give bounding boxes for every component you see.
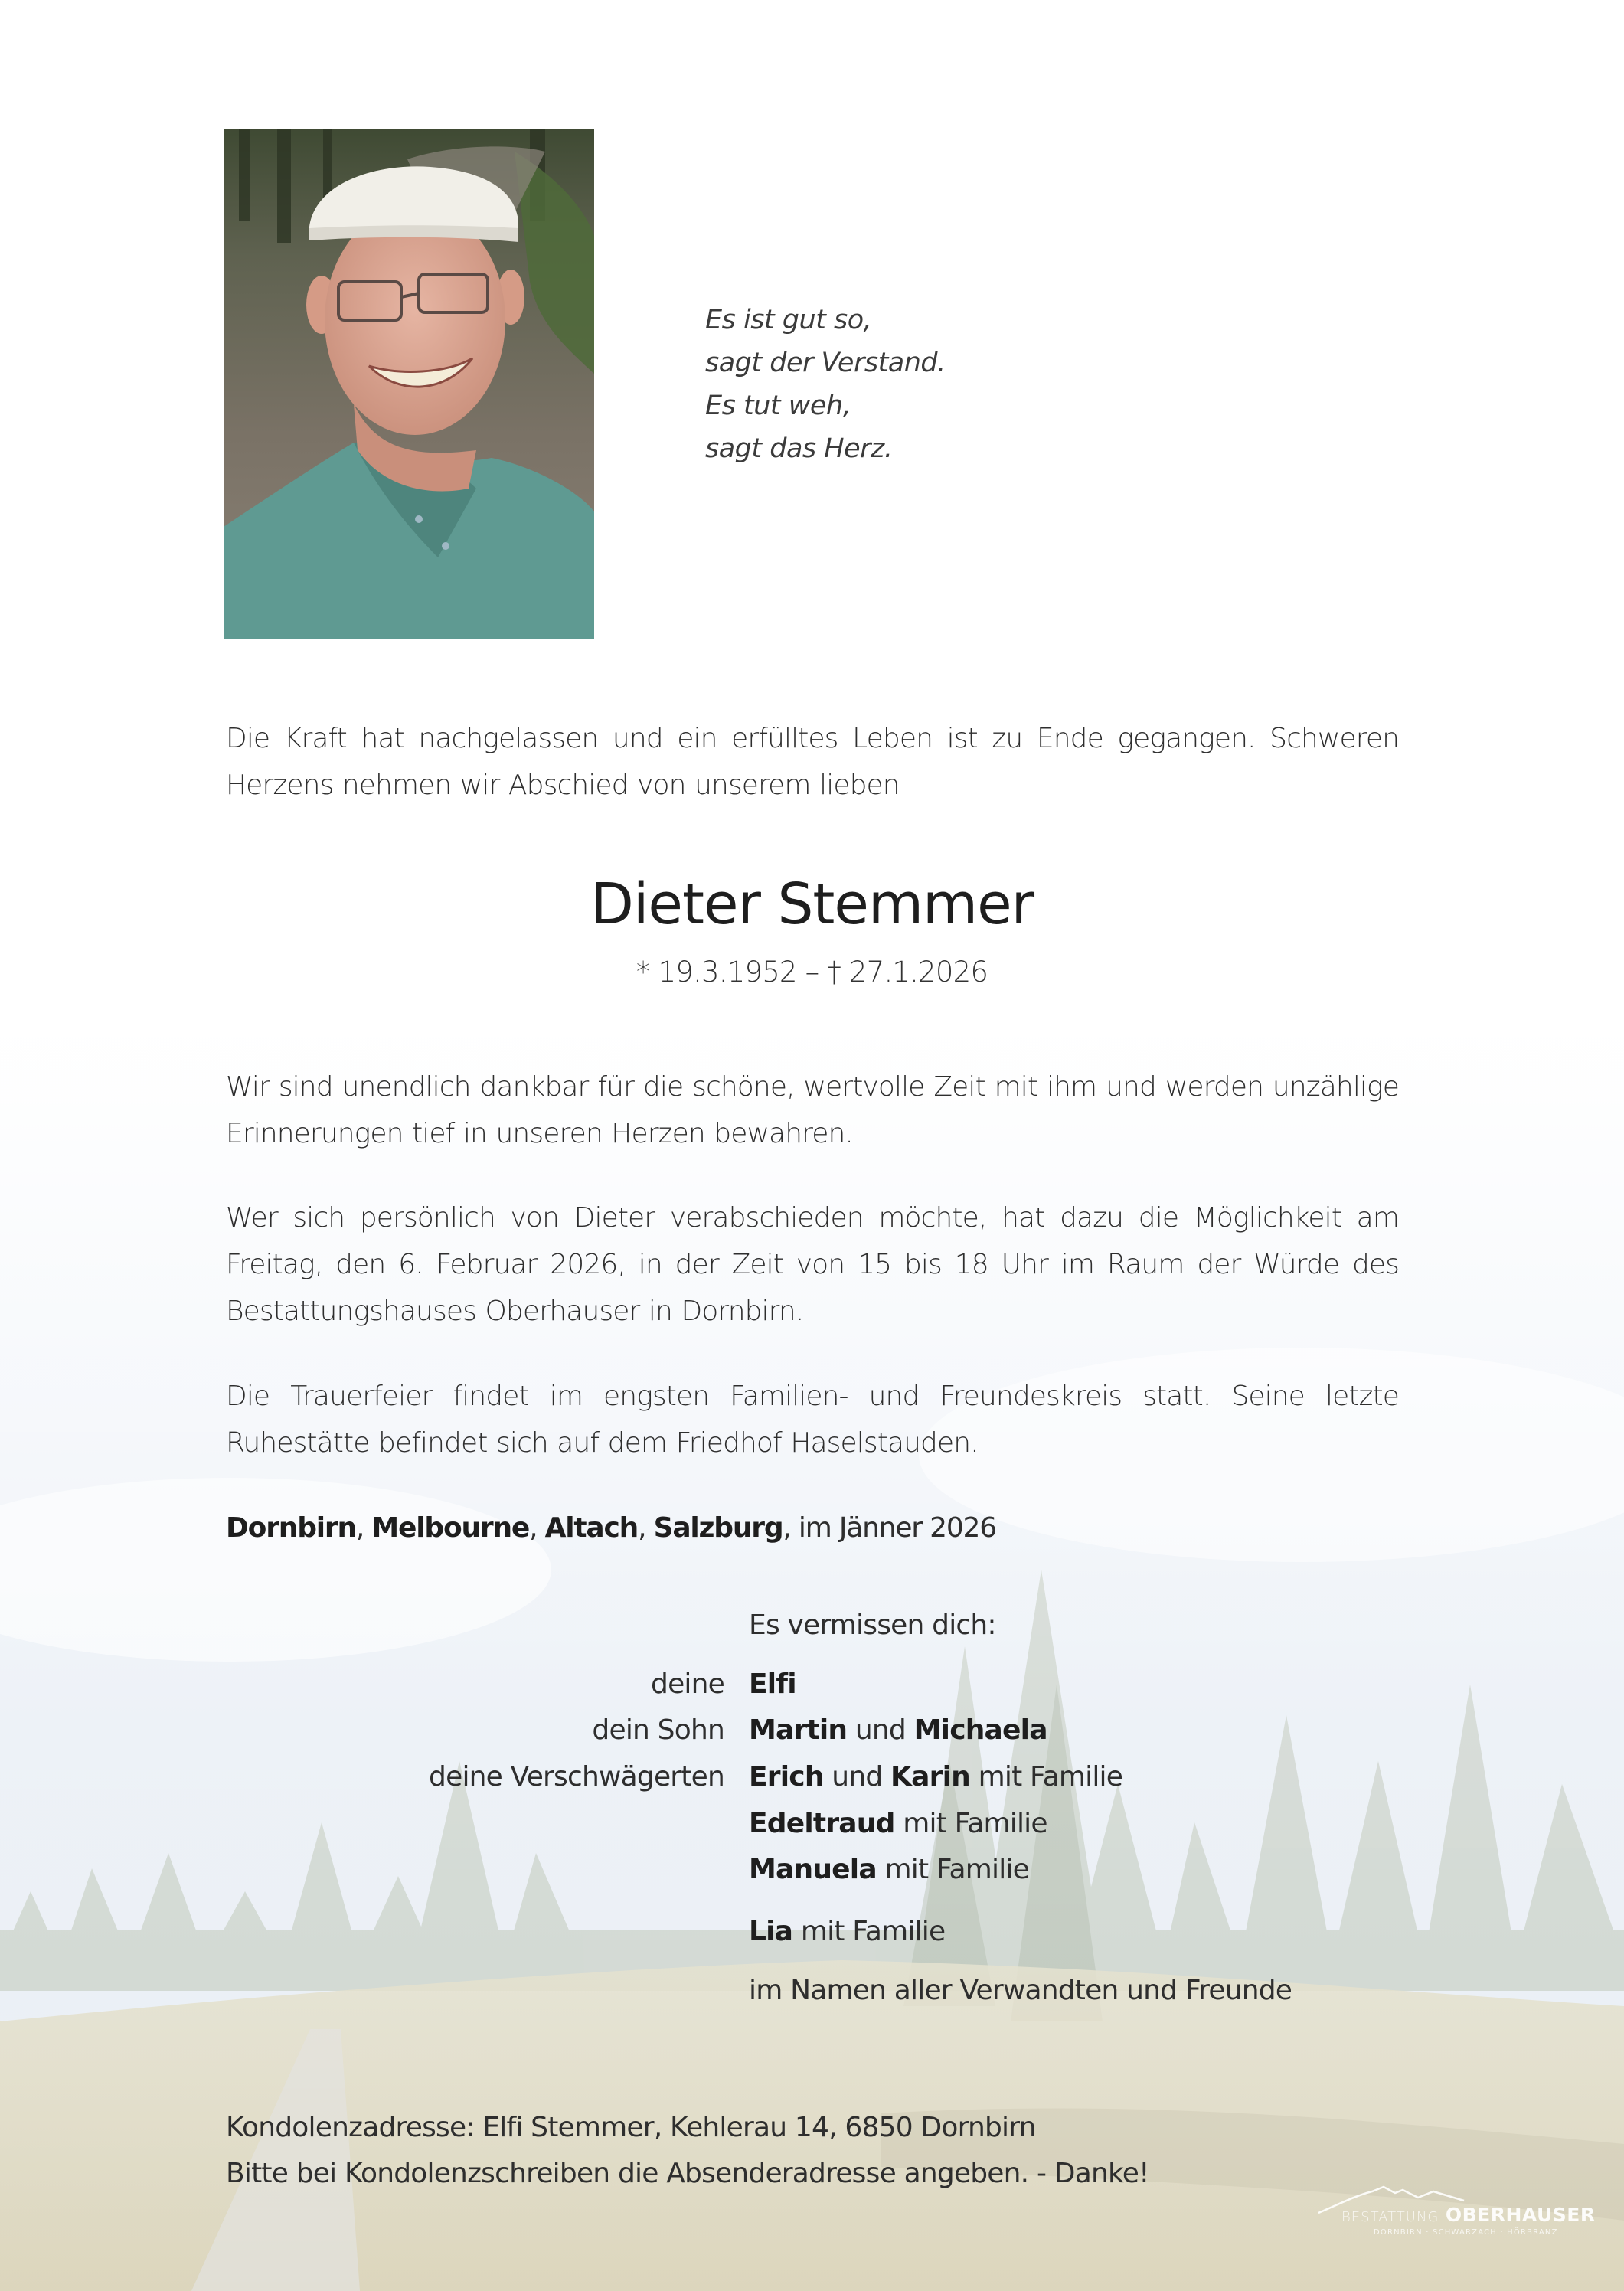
gratitude-paragraph: Wir sind unendlich dankbar für die schöne, wertvolle Zeit mit ihm und werden unzählige Erinnerungen tief in unseren Herzen bewahren. xyxy=(226,1071,1399,1149)
month-year: , im Jänner 2026 xyxy=(783,1512,996,1544)
relation-label: deine xyxy=(651,1668,724,1700)
logo-wordmark: BESTATTUNG OBERHAUSER xyxy=(1341,2204,1596,2226)
mourners-heading: Es vermissen dich: xyxy=(749,1610,996,1641)
mourner-names: Martin und Michaela xyxy=(749,1714,1047,1746)
relation-label: deine Verschwägerten xyxy=(429,1761,724,1793)
condolence-address: Kondolenzadresse: Elfi Stemmer, Kehlerau 14, 6850 Dornbirn xyxy=(226,2112,1036,2143)
mourner-names: Erich und Karin mit Familie xyxy=(749,1761,1123,1793)
verse-line: Es ist gut so, xyxy=(705,305,872,335)
city: Altach xyxy=(544,1512,639,1544)
funeral-home-logo xyxy=(1311,2184,1596,2237)
relation-label: dein Sohn xyxy=(592,1714,724,1746)
deceased-name: Dieter Stemmer xyxy=(590,871,1034,937)
life-dates: * 19.3.1952 – † 27.1.2026 xyxy=(636,956,988,989)
mourner-names: Elfi xyxy=(749,1668,796,1700)
verse-line: sagt der Verstand. xyxy=(705,348,946,378)
intro-paragraph: Die Kraft hat nachgelassen und ein erfülltes Leben ist zu Ende gegangen. Schweren Herzens nehmen wir Abschied von unserem lieben xyxy=(226,723,1399,801)
city: Dornbirn xyxy=(226,1512,356,1544)
mourner-names: Manuela mit Familie xyxy=(749,1854,1029,1885)
farewell-paragraph: Wer sich persönlich von Dieter verabschieden möchte, hat dazu die Möglichkeit am Freitag, den 6. Februar 2026, in der Zeit von 15 bis 18 Uhr im Raum der Würde des Bestattungshauses Oberhauser in Dornbirn. xyxy=(226,1202,1399,1327)
city: Melbourne xyxy=(371,1512,530,1544)
verse-line: sagt das Herz. xyxy=(705,433,893,464)
mourner-names: im Namen aller Verwandten und Freunde xyxy=(749,1975,1292,2006)
portrait-photo xyxy=(224,129,594,639)
mourner-names: Lia mit Familie xyxy=(749,1916,946,1947)
funeral-paragraph: Die Trauerfeier findet im engsten Familien- und Freundeskreis statt. Seine letzte Ruhestätte befindet sich auf dem Friedhof Haselstauden. xyxy=(226,1381,1399,1459)
places-and-date: Dornbirn, Melbourne, Altach, Salzburg, im Jänner 2026 xyxy=(226,1512,996,1544)
condolence-note: Bitte bei Kondolenzschreiben die Absenderadresse angeben. - Danke! xyxy=(226,2158,1149,2189)
verse-quote xyxy=(705,299,946,470)
logo-locations: DORNBIRN · SCHWARZACH · HÖRBRANZ xyxy=(1374,2228,1558,2237)
city: Salzburg xyxy=(653,1512,783,1544)
mourner-names: Edeltraud mit Familie xyxy=(749,1808,1047,1839)
verse-line: Es tut weh, xyxy=(705,391,851,421)
